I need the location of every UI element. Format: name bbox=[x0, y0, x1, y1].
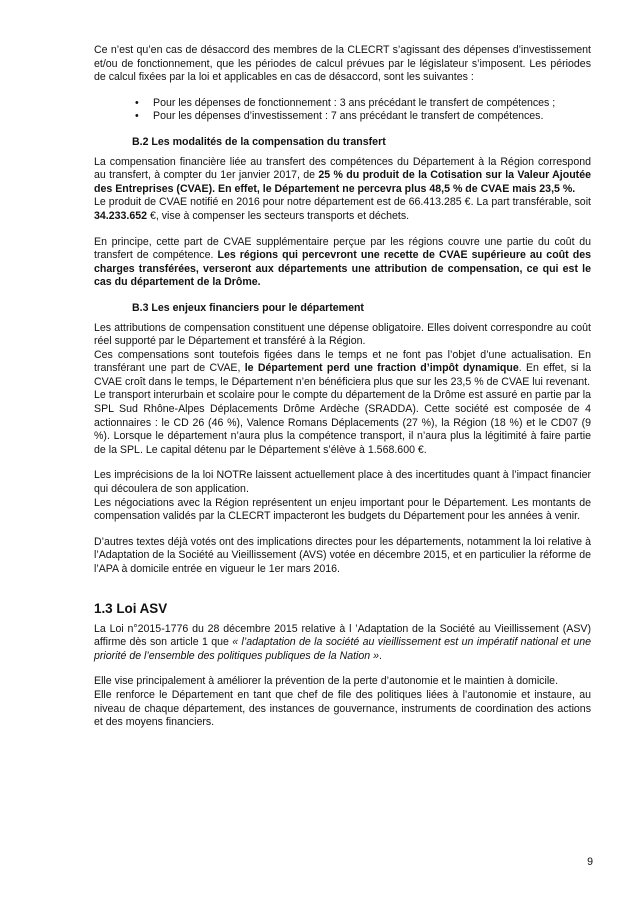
bullet-icon: • bbox=[135, 110, 139, 123]
b3-paragraph-2: Ces compensations sont toutefois figées dans le temps et ne font pas l’objet d’une actualisation. En transférant une part de CVAE, le Département perd une fraction d’impôt dynamique. En effet, si la CVAE croît dans le temps, le Département n’en bénéficiera plus que sur les 23,5 % de CVAE lui revenant. bbox=[94, 348, 591, 388]
b2-paragraph-2: Le produit de CVAE notifié en 2016 pour notre département est de 66.413.285 €. La part transférable, soit 34.233.652 €, vise à compenser les secteurs transports et déchets. bbox=[94, 196, 591, 222]
b3-paragraph-4: Les imprécisions de la loi NOTRe laissent actuellement place à des incertitudes quant à l’impact financier qui découlera de son application. bbox=[94, 469, 591, 496]
page-number: 9 bbox=[587, 856, 593, 868]
asv-paragraph-3: Elle renforce le Département en tant que chef de file des politiques liées à l’autonomie et instaure, au niveau de chaque département, des instances de gouvernance, instruments de coordination des actions et des moyens financiers. bbox=[94, 688, 591, 729]
b2-paragraph-1: La compensation financière liée au transfert des compétences du Département à la Région correspond au transfert, à compter du 1er janvier 2017, de 25 % du produit de la Cotisation sur la Valeur Ajoutée des Entreprises (CVAE). En effet, le Département ne percevra plus 48,5 % de CVAE mais 23,5 %. bbox=[94, 155, 591, 195]
b3-paragraph-1: Les attributions de compensation constituent une dépense obligatoire. Elles doivent correspondre au coût réel supporté par le Département et transféré à la Région. bbox=[94, 321, 591, 348]
period-list bbox=[94, 97, 591, 124]
bullet-icon: • bbox=[135, 96, 139, 109]
intro-paragraph: Ce n’est qu’en cas de désaccord des membres de la CLECRT s’agissant des dépenses d’investissement et/ou de fonctionnement, que les périodes de calcul prévues par le législateur s’imposent. Les périodes de calcul fixées par la loi et applicables en cas de désaccord, sont les suivantes : bbox=[94, 44, 591, 84]
b2-paragraph-3: En principe, cette part de CVAE supplémentaire perçue par les régions couvre une partie du coût du transfert de compétence. Les régions qui percevront une recette de CVAE supérieure au coût des charges transférées, verseront aux départements une attribution de compensation, ce qui est le cas du département de la Drôme. bbox=[94, 235, 591, 289]
b3-paragraph-5: Les négociations avec la Région représentent un enjeu important pour le Département. Les montants de compensation validés par la CLECRT impacteront les budgets du Département pour les années à venir. bbox=[94, 496, 591, 523]
list-item: • Pour les dépenses d’investissement : 7 ans précédant le transfert de compétences. bbox=[135, 110, 544, 123]
section-1-3-heading: 1.3 Loi ASV bbox=[94, 600, 168, 616]
b3-paragraph-3: Le transport interurbain et scolaire pour le compte du département de la Drôme est assuré en partie par la SPL Sud Rhône-Alpes Déplacements Drôme Ardèche (SRADDA). Cette société est composée de 4 actionnaires : le CD 26 (46 %), Valence Romans Déplacements (27 %), la Région (18 %) et le CD07 (9 %). Lorsque le département n’aura plus la compétence transport, il n’aura plus la légitimité à faire partie de la SPL. Le capital détenu par le Département s’élève à 1.568.600 €. bbox=[94, 389, 592, 456]
list-item: • Pour les dépenses de fonctionnement : 3 ans précédant le transfert de compétences ; bbox=[135, 96, 556, 109]
section-b2-heading: B.2 Les modalités de la compensation du transfert bbox=[132, 135, 386, 148]
b3-paragraph-6: D’autres textes déjà votés ont des implications directes pour les départements, notamment la loi relative à l’Adaptation de la Société au Vieillissement (AVS) votée en décembre 2015, et en particulier la réforme de l’APA à domicile entrée en vigueur le 1er mars 2016. bbox=[94, 535, 591, 575]
asv-paragraph-2: Elle vise principalement à améliorer la prévention de la perte d’autonomie et le maintien à domicile. bbox=[94, 675, 559, 688]
asv-paragraph-1: La Loi n°2015-1776 du 28 décembre 2015 relative à l ’Adaptation de la Société au Vieillissement (ASV) affirme dès son article 1 que « l’adaptation de la société au vieillissement est un impératif national et une priorité de l’ensemble des politiques publiques de la Nation ». bbox=[94, 622, 591, 662]
document-page bbox=[94, 44, 591, 730]
section-b3-heading: B.3 Les enjeux financiers pour le département bbox=[132, 301, 364, 314]
